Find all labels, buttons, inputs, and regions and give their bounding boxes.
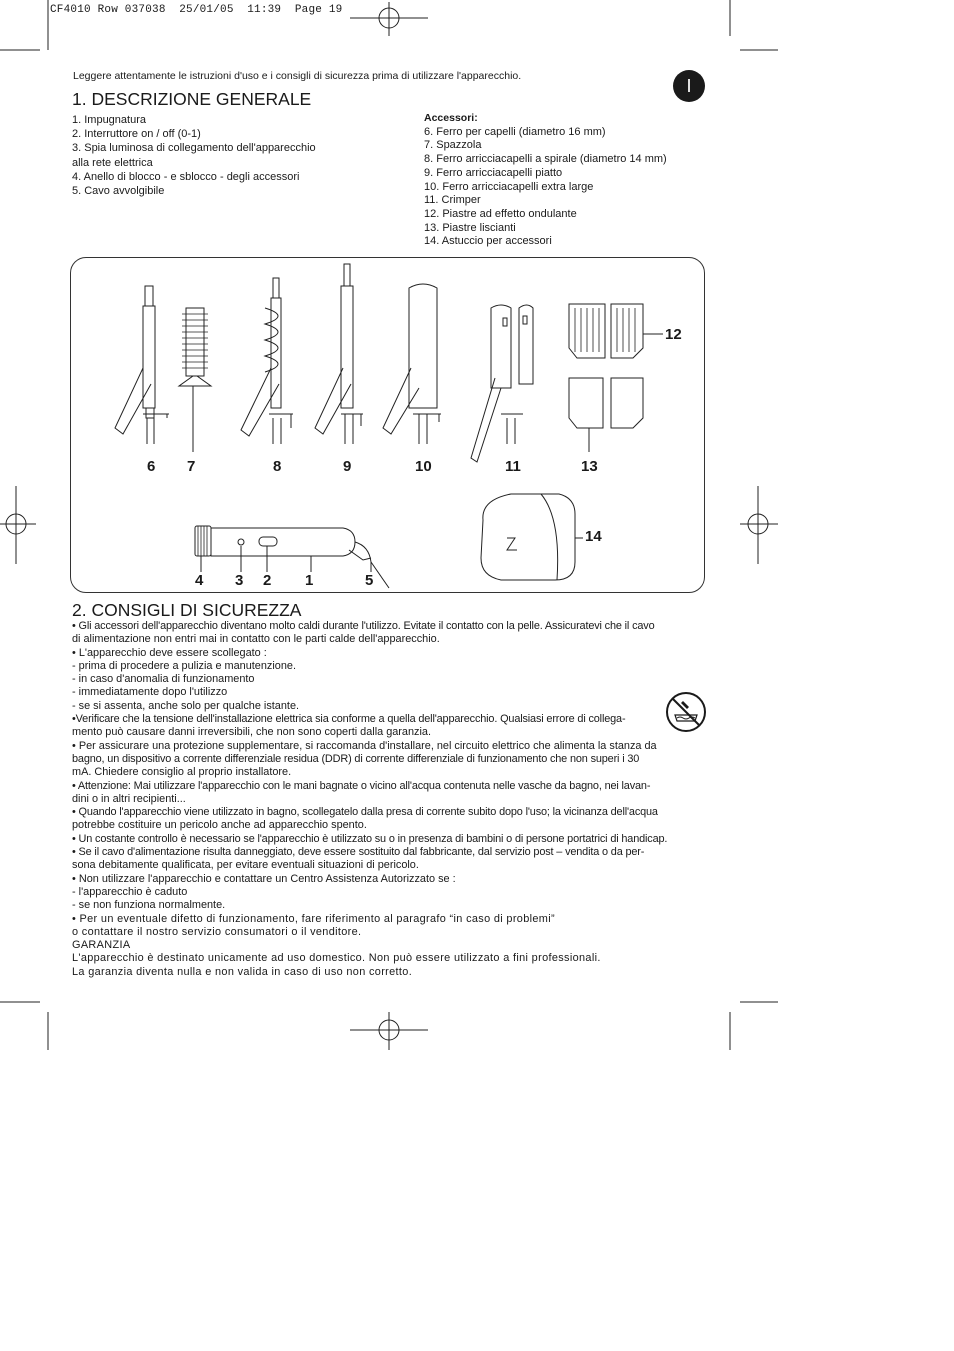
figure-label: 8 (273, 458, 282, 475)
product-illustration (70, 257, 705, 593)
figure-label: 13 (581, 458, 598, 475)
registration-mark-right-icon (738, 486, 778, 571)
product-drawing (71, 258, 706, 594)
paragraph-line: potrebbe costituire un pericolo anche ad apparecchio spento. (72, 819, 367, 832)
paragraph-line: - se non funziona normalmente. (72, 899, 226, 912)
paragraph-line: - se si assenta, anche solo per qualche istante. (72, 699, 300, 712)
flat-iron-drawing (315, 264, 363, 444)
registration-mark-bottom-icon (350, 1012, 430, 1057)
list-item: 8. Ferro arricciacapelli a spirale (diametro 14 mm) (424, 153, 667, 166)
safety-text (72, 620, 704, 979)
figure-label: 6 (147, 458, 156, 475)
figure-label: 9 (343, 458, 352, 475)
paragraph-line: • L'apparecchio deve essere scollegato : (72, 646, 267, 659)
paragraph-line: La garanzia diventa nulla e non valida in caso di uso non corretto. (72, 965, 413, 978)
paragraph-line: • Gli accessori dell'apparecchio diventano molto caldi durante l'utilizzo. Evitate il contatto con la pelle. Assicuratevi che il cavo (72, 620, 655, 632)
figure-label: 7 (187, 458, 196, 475)
list-item: 12. Piastre ad effetto ondulante (424, 207, 577, 220)
list-item: 9. Ferro arricciacapelli piatto (424, 166, 563, 179)
waving-plates-drawing (569, 304, 663, 358)
list-item: 13. Piastre liscianti (424, 221, 516, 234)
paragraph-line: sona debitamente qualificata, per evitare eventuali situazioni di pericolo. (72, 859, 419, 872)
list-item: 10. Ferro arricciacapelli extra large (424, 180, 594, 193)
paragraph-line: • Quando l'apparecchio viene utilizzato in bagno, scollegatelo dalla presa di corrente subito dopo l'uso; la vicinanza dell'acqua (72, 806, 658, 819)
crimper-drawing (471, 305, 533, 462)
warranty-heading: GARANZIA (72, 939, 131, 952)
list-item: 7. Spazzola (424, 139, 482, 152)
section-2-title: 2. CONSIGLI DI SICUREZZA (72, 600, 302, 620)
print-slug: CF4010 Row 037038 25/01/05 11:39 Page 19 (50, 4, 343, 16)
paragraph-line: •Verificare che la tensione dell'installazione elettrica sia conforme a quella dell'apparecchio. Qualsiasi errore di collega- (72, 713, 626, 726)
paragraph-line: L'apparecchio è destinato unicamente ad uso domestico. Non può essere utilizzato a fini professionali. (72, 952, 601, 965)
list-item: 3. Spia luminosa di collegamento dell'apparecchio (72, 142, 316, 155)
paragraph-line: • Non utilizzare l'apparecchio e contattare un Centro Assistenza Autorizzato se : (72, 872, 456, 885)
paragraph-line: di alimentazione non entri mai in contatto con le parti calde dell'apparecchio. (72, 633, 440, 646)
paragraph-line: mento può causare danni irreversibili, che non sono coperti dalla garanzia. (72, 726, 431, 739)
figure-label: 12 (665, 326, 682, 343)
figure-label: 1 (305, 572, 314, 589)
paragraph-line: - l'apparecchio è caduto (72, 885, 188, 898)
registration-mark-top-icon (350, 2, 430, 43)
paragraph-line: mA. Chiedere consiglio al proprio installatore. (72, 766, 292, 779)
list-item: 1. Impugnatura (72, 114, 146, 126)
paragraph-line: - immediatamente dopo l'utilizzo (72, 686, 228, 699)
paragraph-line: • Per assicurare una protezione supplementare, si raccomanda d'installare, nel circuito elettrico che alimenta la stanza da (72, 739, 657, 752)
registration-mark-left-icon (0, 486, 40, 571)
straightening-plates-drawing (569, 378, 643, 452)
paragraph-line: o contattare il nostro servizio consumatori o il venditore. (72, 925, 362, 938)
list-item: 5. Cavo avvolgibile (72, 185, 165, 198)
accessories-list (424, 112, 667, 249)
accessories-title: Accessori: (424, 112, 478, 124)
paragraph-line: - prima di procedere a pulizia e manutenzione. (72, 659, 296, 672)
figure-label: 14 (585, 528, 602, 545)
figure-label: 5 (365, 572, 374, 589)
extra-large-iron-drawing (383, 284, 441, 444)
list-item: 11. Crimper (424, 194, 481, 207)
paragraph-line: • Per un eventuale difetto di funzionamento, fare riferimento al paragrafo “in caso di problemi” (72, 912, 555, 925)
language-badge: I (673, 70, 705, 102)
paragraph-line: • Se il cavo d'alimentazione risulta danneggiato, deve essere sostituito dal fabbricante, dal servizio post – vendita o da per- (72, 846, 645, 859)
list-item: alla rete elettrica (72, 156, 153, 169)
spiral-iron-drawing (241, 278, 293, 444)
paragraph-line: • Un costante controllo è necessario se l'apparecchio è utilizzato su o in presenza di bambini o di persone portatrici di handicap. (72, 832, 668, 845)
main-appliance-drawing (195, 526, 389, 588)
parts-list (72, 113, 372, 198)
brush-drawing (179, 308, 211, 452)
paragraph-line: - in caso d'anomalia di funzionamento (72, 673, 255, 686)
section-1-title: 1. DESCRIZIONE GENERALE (72, 89, 312, 109)
figure-label: 10 (415, 458, 432, 475)
figure-label: 11 (505, 458, 521, 475)
figure-label: 2 (263, 572, 272, 589)
list-item: 4. Anello di blocco - e sblocco - degli accessori (72, 170, 300, 183)
paragraph-line: dini o in altri recipienti... (72, 792, 186, 805)
figure-label: 3 (235, 572, 244, 589)
list-item: 6. Ferro per capelli (diametro 16 mm) (424, 125, 606, 138)
paragraph-line: • Attenzione: Mai utilizzare l'apparecchio con le mani bagnate o vicino all'acqua contenuta nelle vasche da bagno, nei lavan- (72, 779, 651, 792)
list-item: 14. Astuccio per accessori (424, 235, 552, 248)
intro-text: Leggere attentamente le istruzioni d'uso e i consigli di sicurezza prima di utilizzare l'apparecchio. (73, 70, 522, 82)
list-item: 2. Interruttore on / off (0-1) (72, 128, 201, 141)
figure-label: 4 (195, 572, 204, 589)
curling-iron-16mm-drawing (115, 286, 169, 444)
accessory-pouch-drawing (481, 494, 583, 580)
paragraph-line: bagno, un dispositivo a corrente differenziale residua (DDR) di corrente differenziale di funzionamento che non superi i 30 (72, 752, 640, 765)
